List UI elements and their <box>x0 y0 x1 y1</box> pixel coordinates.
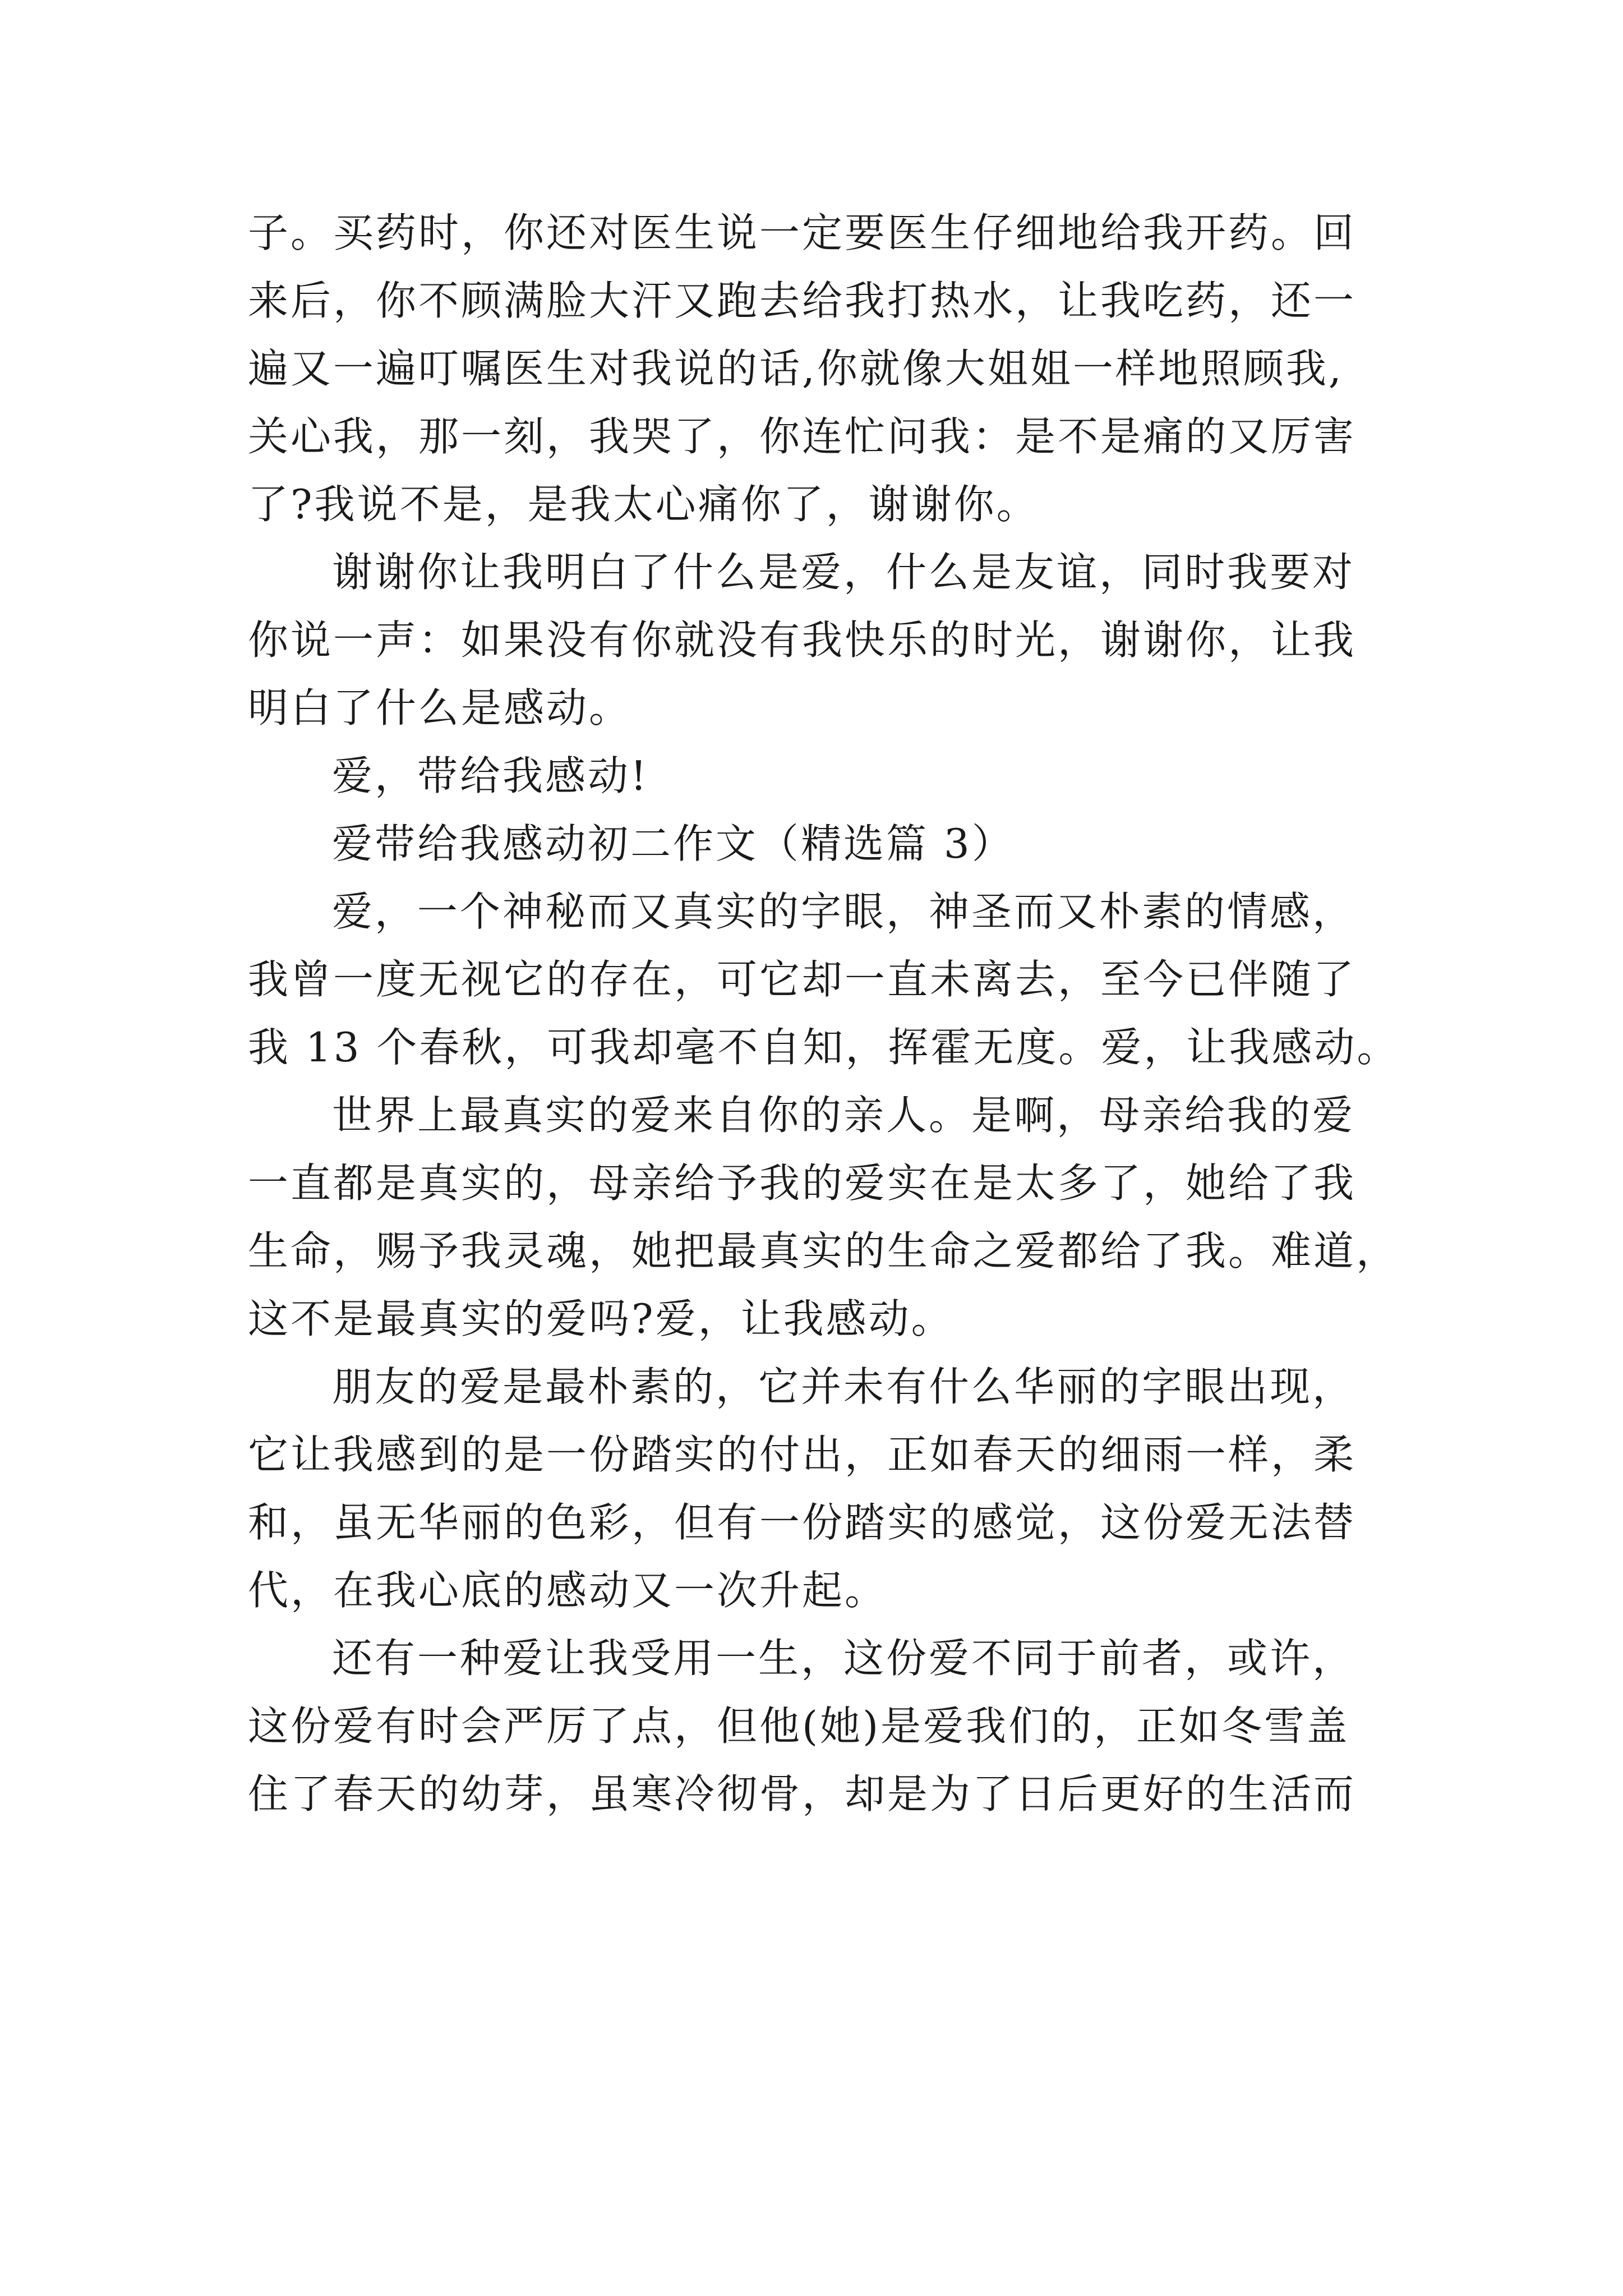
paragraph <box>248 742 1426 810</box>
text-line: 你说一声：如果没有你就没有我快乐的时光，谢谢你，让我 <box>248 616 1357 664</box>
text-line: 还有一种爱让我受用一生，这份爱不同于前者，或许， <box>332 1635 1355 1682</box>
text-line: 这不是最真实的爱吗?爱，让我感动。 <box>248 1295 954 1342</box>
text-line: 爱，一个神秘而又真实的字眼，神圣而又朴素的情感， <box>332 888 1355 935</box>
paragraph <box>248 539 1426 742</box>
text-line: 子。买药时，你还对医生说一定要医生仔细地给我开药。回 <box>248 209 1357 256</box>
text-line: 遍又一遍叮嘱医生对我说的话,你就像大姐姐一样地照顾我, <box>248 345 1344 392</box>
paragraph <box>248 878 1426 1082</box>
text-line: 世界上最真实的爱来自你的亲人。是啊，母亲给我的爱 <box>332 1092 1355 1139</box>
text-line: 朋友的爱是最朴素的，它并未有什么华丽的字眼出现， <box>332 1363 1355 1410</box>
text-line: 谢谢你让我明白了什么是爱，什么是友谊，同时我要对 <box>332 549 1355 596</box>
paragraph <box>248 199 1426 539</box>
text-line: 和，虽无华丽的色彩，但有一份踏实的感觉，这份爱无法替 <box>248 1499 1357 1546</box>
text-line: 这份爱有时会严厉了点，但他(她)是爱我们的，正如冬雪盖 <box>248 1703 1350 1750</box>
text-line: 它让我感到的是一份踏实的付出，正如春天的细雨一样，柔 <box>248 1431 1357 1478</box>
paragraph <box>248 1353 1426 1625</box>
paragraph <box>248 1082 1426 1353</box>
text-line: 我 13 个春秋，可我却毫不自知，挥霍无度。爱，让我感动。 <box>248 1024 1400 1071</box>
text-line: 爱带给我感动初二作文（精选篇 3） <box>332 820 1015 867</box>
text-line: 我曾一度无视它的存在，可它却一直未离去，至今已伴随了 <box>248 956 1357 1003</box>
paragraph <box>248 1625 1426 1828</box>
text-line: 代，在我心底的感动又一次升起。 <box>248 1567 888 1614</box>
text-line: 一直都是真实的，母亲给予我的爱实在是太多了，她给了我 <box>248 1159 1357 1207</box>
text-line: 住了春天的幼芽，虽寒冷彻骨，却是为了日后更好的生活而 <box>248 1770 1357 1818</box>
text-line: 明白了什么是感动。 <box>248 684 632 731</box>
text-line: 爱，带给我感动! <box>332 752 649 799</box>
text-line: 关心我，那一刻，我哭了，你连忙问我：是不是痛的又厉害 <box>248 413 1357 460</box>
text-line: 来后，你不顾满脸大汗又跑去给我打热水，让我吃药，还一 <box>248 277 1357 324</box>
section-heading <box>248 810 1426 878</box>
text-line: 生命，赐予我灵魂，她把最真实的生命之爱都给了我。难道， <box>248 1227 1399 1274</box>
text-line: 了?我说不是，是我太心痛你了，谢谢你。 <box>248 481 1039 528</box>
essay-text <box>248 199 1426 1828</box>
